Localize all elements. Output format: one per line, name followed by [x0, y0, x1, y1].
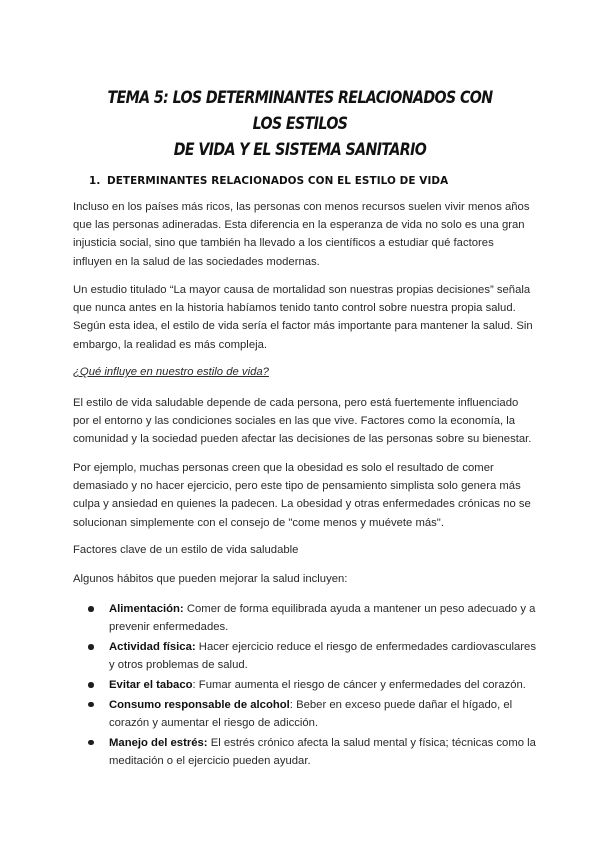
paragraph-line: solucionan simplemente con el consejo de "come menos y muévete más". [73, 516, 444, 529]
list-item-term: Evitar el tabaco [109, 679, 193, 691]
paragraph-6 [73, 570, 538, 588]
paragraph-line: comunidad y la sociedad pueden afectar las decisiones de las personas sobre su bienestar. [73, 433, 532, 446]
habits-list [88, 600, 538, 772]
list-item-term: Manejo del estrés: [109, 736, 208, 749]
paragraph-line: Factores clave de un estilo de vida saludable [73, 544, 299, 556]
list-item-text: Hacer ejercicio reduce el riesgo de enfermedades cardiovasculares [195, 641, 536, 653]
list-item-term: Consumo responsable de alcohol [109, 698, 290, 711]
list-item [88, 734, 538, 770]
list-item-text: Comer de forma equilibrada ayuda a mantener un peso adecuado y a [183, 603, 536, 615]
paragraph-line: Incluso en los países más ricos, las personas con menos recursos suelen vivir menos años [73, 201, 530, 213]
paragraph-line: embargo, la realidad es más compleja. [73, 338, 268, 351]
page-title [94, 85, 507, 163]
section-heading-text: DETERMINANTES RELACIONADOS CON EL ESTILO DE VIDA [107, 175, 449, 187]
list-item-line [109, 600, 538, 618]
bullet-icon [88, 644, 94, 650]
paragraph-line: que las personas adineradas. Esta diferencia en la esperanza de vida no solo es una gran [73, 219, 525, 232]
list-item [88, 676, 538, 694]
list-item-text: : Beber en exceso puede dañar el hígado, el [289, 698, 513, 711]
paragraph-line: El estilo de vida saludable depende de cada persona, pero está fuertemente influenciado [73, 397, 519, 409]
paragraph-5 [73, 541, 538, 559]
paragraph-3 [73, 394, 538, 449]
list-item-line [109, 676, 538, 694]
paragraph-line: Un estudio titulado “La mayor causa de mortalidad son nuestras propias decisiones” señala [73, 284, 531, 296]
paragraph-line: por el entorno y las condiciones sociales en las que vive. Factores como la economía, la [73, 415, 516, 428]
paragraph-line: culpa y ansiedad en quienes la padecen. La obesidad y otras enfermedades crónicas no se [73, 498, 531, 511]
bullet-icon [88, 702, 94, 708]
paragraph-line: injusticia social, sino que también ha llevado a los científicos a estudiar qué factores [73, 237, 494, 250]
section-heading [89, 175, 448, 187]
paragraph-4 [73, 459, 538, 532]
section-number: 1. [89, 175, 101, 187]
list-item [88, 696, 538, 732]
bullet-icon [88, 606, 94, 612]
paragraph-line: que nunca antes en la historia habíamos tenido tanto control sobre nuestra propia salud. [73, 302, 516, 315]
list-item-term: Alimentación: [109, 603, 184, 615]
list-item [88, 638, 538, 674]
paragraph-line: Por ejemplo, muchas personas creen que la obesidad es solo el resultado de comer [73, 462, 494, 474]
list-item-text: El estrés crónico afecta la salud mental y física; técnicas como la [207, 736, 536, 749]
list-item-line [109, 638, 538, 656]
list-item [88, 600, 538, 636]
paragraph-line: demasiado y no hacer ejercicio, pero este tipo de pensamiento simplista solo genera más [73, 480, 521, 493]
title-line-2: DE VIDA Y EL SISTEMA SANITARIO [173, 140, 427, 159]
paragraph-line: influyen en la salud de las sociedades modernas. [73, 255, 320, 268]
paragraph-1 [73, 198, 538, 271]
list-item-line: meditación o el ejercicio pueden ayudar. [109, 755, 311, 767]
list-item-line: y otros problemas de salud. [109, 659, 248, 672]
list-item-text: : Fumar aumenta el riesgo de cáncer y enfermedades del corazón. [192, 679, 526, 691]
list-item-line: prevenir enfermedades. [109, 621, 229, 634]
subquestion-heading: ¿Qué influye en nuestro estilo de vida? [73, 366, 269, 378]
list-item-line [109, 696, 538, 714]
list-item-line [109, 734, 538, 752]
paragraph-2 [73, 281, 538, 354]
title-line-1: TEMA 5: LOS DETERMINANTES RELACIONADOS CON LOS ESTILOS [107, 88, 493, 133]
list-item-line: corazón y aumentar el riesgo de adicción. [109, 717, 319, 729]
paragraph-line: Según esta idea, el estilo de vida sería el factor más importante para mantener la salud. Sin [73, 320, 533, 333]
list-item-term: Actividad física: [109, 641, 196, 653]
bullet-icon [88, 682, 94, 688]
paragraph-line: Algunos hábitos que pueden mejorar la salud incluyen: [73, 573, 348, 585]
bullet-icon [88, 740, 94, 746]
